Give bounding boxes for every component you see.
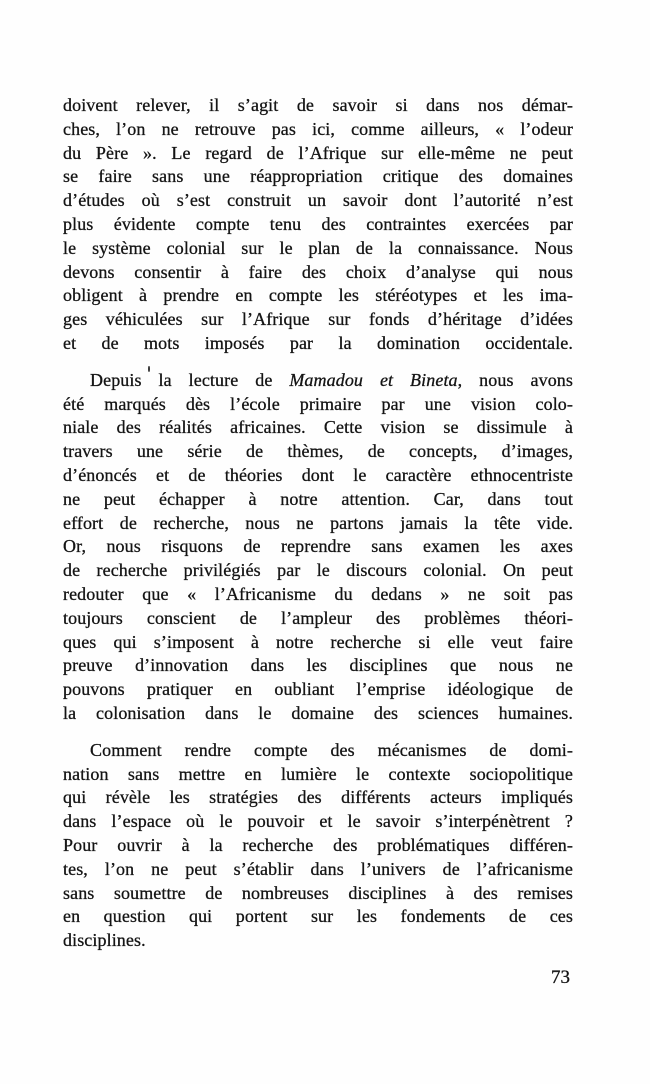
paragraph xyxy=(63,94,573,356)
paragraph xyxy=(63,739,573,953)
text-line: Comment rendre compte des mécanismes de domi- xyxy=(90,739,573,760)
text-line: Depuis la lecture de Mamadou et Bineta, nous avons xyxy=(90,369,573,390)
text-line: tes, l’on ne peut s’établir dans l’univers de l’africanisme xyxy=(63,858,573,879)
text-line: devons consentir à faire des choix d’analyse qui nous xyxy=(63,261,573,282)
text-line: obligent à prendre en compte les stéréotypes et les ima- xyxy=(63,285,573,306)
text-line: niale des réalités africaines. Cette vision se dissimule à xyxy=(63,417,573,438)
text-line: de recherche privilégiés par le discours colonial. On peut xyxy=(63,560,573,581)
text-line: toujours conscient de l’ampleur des problèmes théori- xyxy=(63,607,573,628)
text-line: sans soumettre de nombreuses disciplines à des remises xyxy=(63,882,573,903)
text-line: d’énoncés et de théories dont le caractère ethnocentriste xyxy=(63,464,573,485)
text-line: qui révèle les stratégies des différents acteurs impliqués xyxy=(63,787,573,808)
text-line: travers une série de thèmes, de concepts, d’images, xyxy=(63,441,573,462)
text-line: d’études où s’est construit un savoir dont l’autorité n’est xyxy=(63,190,573,211)
text-line: doivent relever, il s’agit de savoir si dans nos démar- xyxy=(63,95,573,115)
text-line: en question qui portent sur les fondements de ces xyxy=(63,906,573,927)
text-line: effort de recherche, nous ne partons jamais la tête vide. xyxy=(63,512,573,533)
text-line: le système colonial sur le plan de la connaissance. Nous xyxy=(63,237,573,258)
page-body xyxy=(63,94,573,966)
text-line: dans l’espace où le pouvoir et le savoir s’interpénètrent ? xyxy=(63,811,573,832)
text-line: été marqués dès l’école primaire par une vision colo- xyxy=(63,393,573,414)
text-line: pouvons pratiquer en oubliant l’emprise idéologique de xyxy=(63,679,573,700)
text-line: Pour ouvrir à la recherche des problématiques différen- xyxy=(63,834,573,855)
text-line: ques qui s’imposent à notre recherche si elle veut faire xyxy=(63,631,573,652)
text-line: se faire sans une réappropriation critique des domaines xyxy=(63,166,573,187)
text-line: plus évidente compte tenu des contraintes exercées par xyxy=(63,213,573,234)
text-line: redouter que « l’Africanisme du dedans » ne soit pas xyxy=(63,583,573,604)
text-line: Or, nous risquons de reprendre sans examen les axes xyxy=(63,536,573,557)
paragraph xyxy=(63,369,573,726)
book-title-italic: Mamadou et Bineta xyxy=(289,369,458,390)
text-line: disciplines. xyxy=(63,930,146,951)
text-line: preuve d’innovation dans les disciplines que nous ne xyxy=(63,655,573,676)
text-line: ne peut échapper à notre attention. Car, dans tout xyxy=(63,488,573,509)
page-number: 73 xyxy=(551,967,570,988)
text-line: ches, l’on ne retrouve pas ici, comme ailleurs, « l’odeur xyxy=(63,118,573,139)
text-line: et de mots imposés par la domination occidentale. xyxy=(63,332,573,353)
text-line: la colonisation dans le domaine des sciences humaines. xyxy=(63,702,573,723)
text-line: nation sans mettre en lumière le contexte sociopolitique xyxy=(63,763,573,784)
text-line: du Père ». Le regard de l’Afrique sur elle-même ne peut xyxy=(63,142,573,163)
text-line: ges véhiculées sur l’Afrique sur fonds d’héritage d’idées xyxy=(63,309,573,330)
